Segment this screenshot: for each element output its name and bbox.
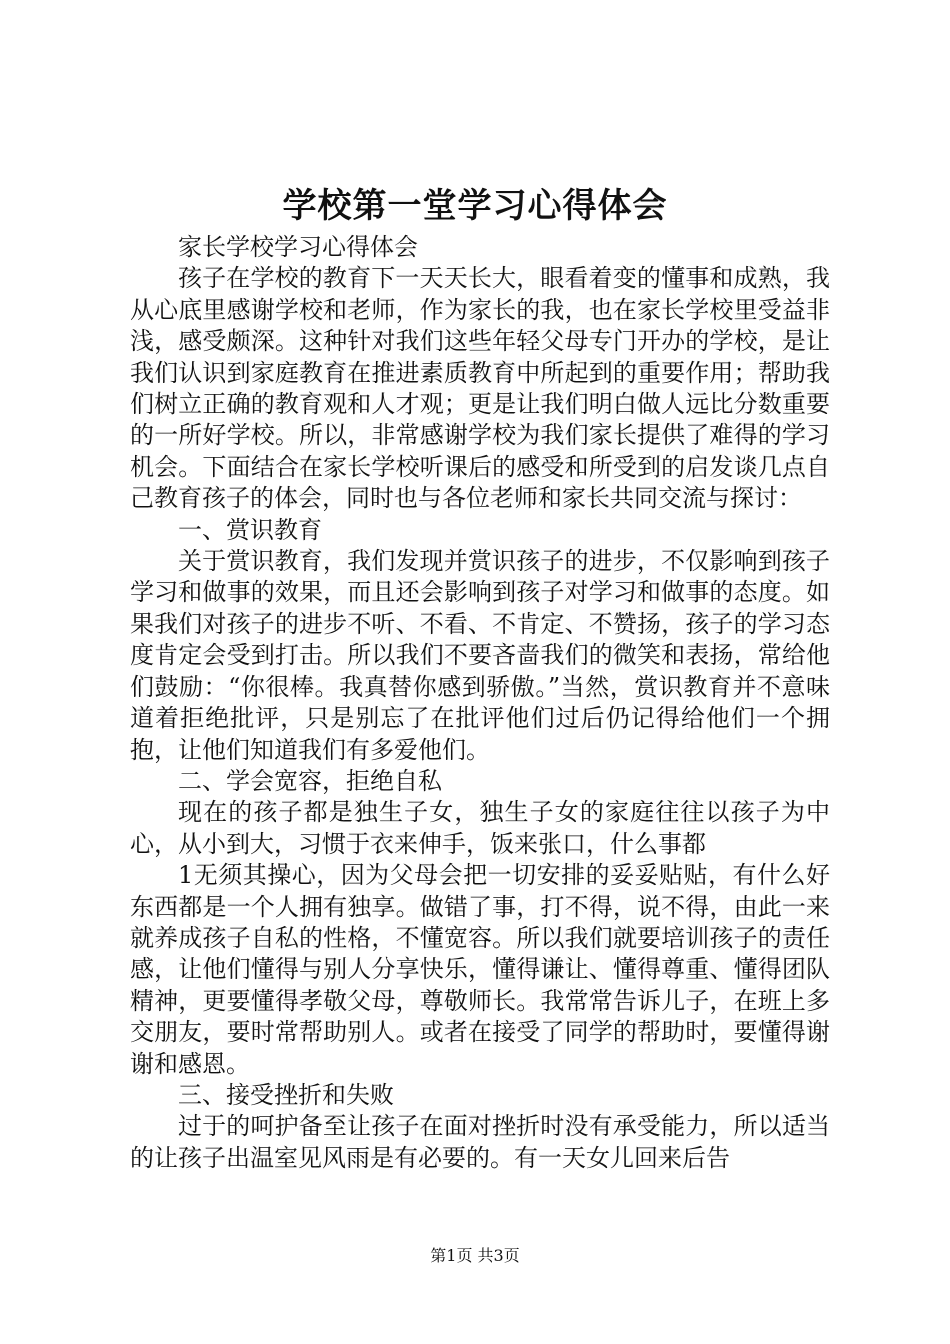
section-paragraph-3: 过于的呵护备至让孩子在面对挫折时没有承受能力，所以适当的让孩子出温室见风雨是有必要的。有一天女儿回来后告: [130, 1112, 830, 1172]
section-paragraph-2b: 1无须其操心，因为父母会把一切安排的妥妥贴贴，有什么好东西都是一个人拥有独享。做错了事，打不得，说不得，由此一来就养成孩子自私的性格，不懂宽容。所以我们就要培训孩子的责任感，让他们懂得与别人分享快乐，懂得谦让、懂得尊重、懂得团队精神，更要懂得孝敬父母，尊敬师长。我常常告诉儿子，在班上多交朋友，要时常帮助别人。或者在接受了同学的帮助时，要懂得谢谢和感恩。: [130, 861, 830, 1078]
intro-paragraph: 孩子在学校的教育下一天天长大，眼看着变的懂事和成熟，我从心底里感谢学校和老师，作为家长的我，也在家长学校里受益非浅，感受颇深。这种针对我们这些年轻父母专门开办的学校，是让我们认识到家庭教育在推进素质教育中所起到的重要作用；帮助我们树立正确的教育观和人才观；更是让我们明白做人远比分数重要的一所好学校。所以，非常感谢学校为我们家长提供了难得的学习机会。下面结合在家长学校听课后的感受和所受到的启发谈几点自己教育孩子的体会，同时也与各位老师和家长共同交流与探讨：: [130, 264, 830, 513]
section-paragraph-1: 关于赏识教育，我们发现并赏识孩子的进步，不仅影响到孩子学习和做事的效果，而且还会影响到孩子对学习和做事的态度。如果我们对孩子的进步不听、不看、不肯定、不赞扬，孩子的学习态度肯定会受到打击。所以我们不要吝啬我们的微笑和表扬，常给他们鼓励：“你很棒。我真替你感到骄傲。”当然，赏识教育并不意味道着拒绝批评，只是别忘了在批评他们过后仍记得给他们一个拥抱，让他们知道我们有多爱他们。: [130, 547, 830, 764]
page-footer: 第1页 共3页: [430, 1246, 520, 1265]
section-heading-3: 三、接受挫折和失败: [178, 1080, 394, 1109]
subtitle-paragraph: 家长学校学习心得体会: [178, 233, 418, 261]
document-body: [130, 232, 830, 1174]
section-paragraph-2a: 现在的孩子都是独生子女，独生子女的家庭往往以孩子为中心，从小到大，习惯于衣来伸手，饭来张口，什么事都: [130, 798, 830, 858]
section-heading-2: 二、学会宽容，拒绝自私: [178, 766, 442, 795]
section-heading-1: 一、赏识教育: [178, 515, 322, 544]
document-title: 学校第一堂学习心得体会: [282, 186, 668, 226]
